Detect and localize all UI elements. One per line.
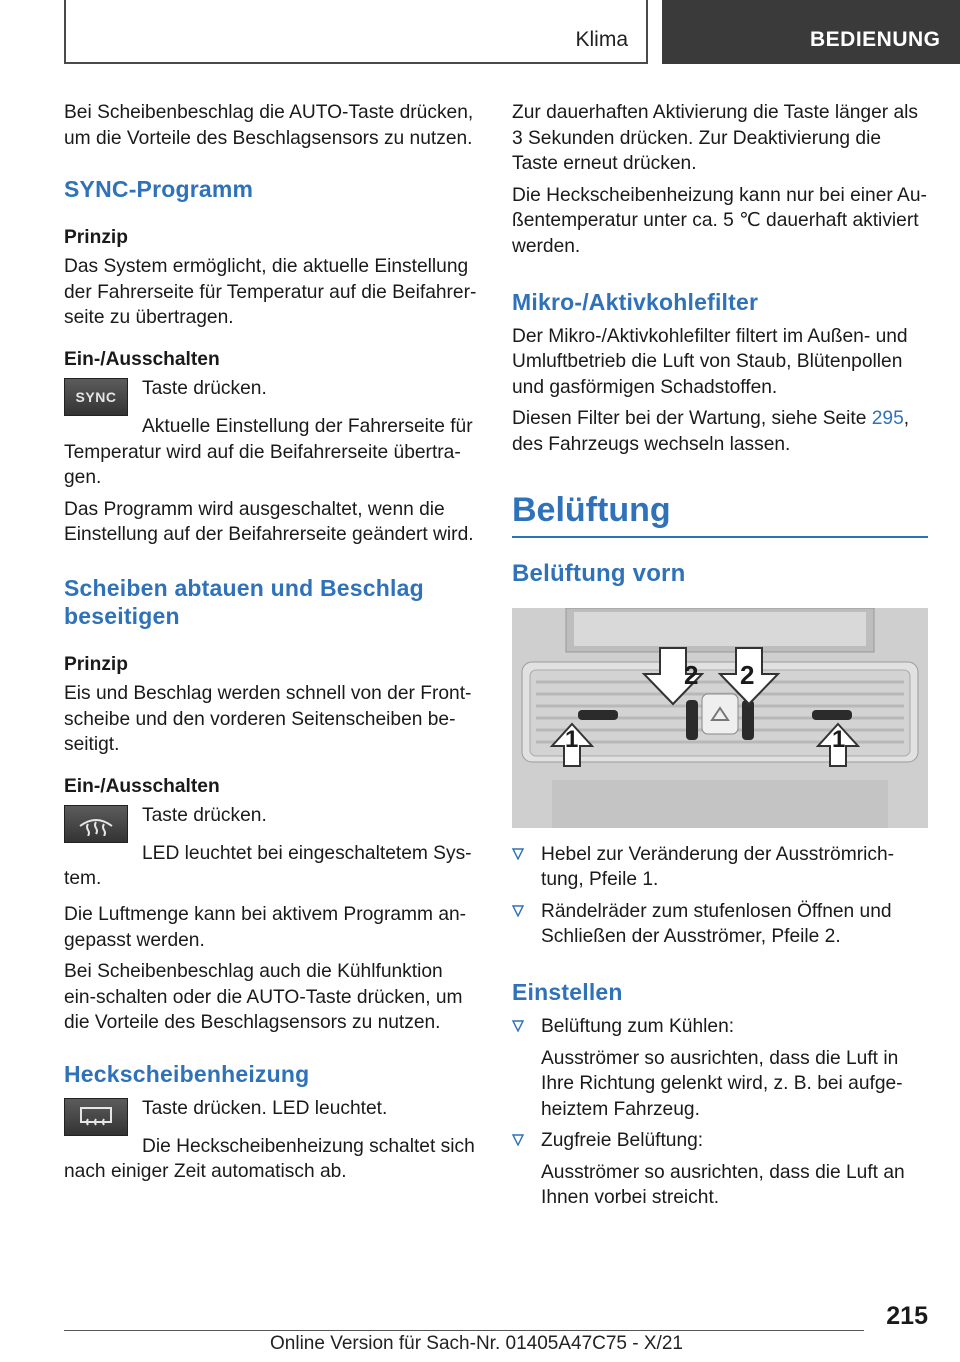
header-chapter-tab: BEDIENUNG [662, 0, 960, 64]
left-column [64, 100, 478, 1191]
vent-arrow-1-right-label: 1 [832, 725, 846, 753]
ventilation-heading: Belüftung [512, 490, 928, 538]
sync-effect-text: Aktuelle Einstellung der Fahrerseite für Temperatur wird auf die Beifahrerseite übertra-gen. [64, 415, 473, 489]
list-item: Zugfreie Belüftung: Ausströmer so ausrichten, dass die Luft an Ihnen vorbei streicht. [512, 1128, 928, 1211]
triangle-bullet-icon [512, 1134, 524, 1146]
adjust-list [512, 1014, 928, 1211]
header-section-title: Klima [575, 28, 628, 51]
sync-onoff-heading: Ein-/Ausschalten [64, 348, 220, 370]
filter-heading: Mikro-/Aktivkohlefilter [512, 288, 759, 315]
autokey-paragraph: Bei Scheibenbeschlag die AUTO-Taste drücken, um die Vorteile des Beschlagsensors zu nutzen. [64, 102, 474, 149]
defrost-button-row [64, 803, 478, 843]
vent-illustration [512, 608, 928, 828]
rear-heater-auto-off-text: Die Heckscheibenheizung schaltet sich nach einiger Zeit automatisch ab. [64, 1135, 475, 1183]
vent-legend-list [512, 842, 928, 950]
footer-text: Online Version für Sach-Nr. 01405A47C75 - X/21 [270, 1333, 683, 1354]
triangle-bullet-icon [512, 848, 524, 860]
list-item: Rändelräder zum stufenlosen Öffnen und Schließen der Ausströmer, Pfeile 2. [512, 899, 928, 950]
triangle-bullet-icon [512, 905, 524, 917]
page-number: 215 [886, 1302, 928, 1330]
page-link[interactable]: 295 [871, 408, 904, 430]
filter-service-text: Diesen Filter bei der Wartung, siehe Seite 295, des Fahrzeugs wechseln lassen. [512, 408, 910, 455]
defrost-principle-text: Eis und Beschlag werden schnell von der Front-scheibe und den vorderen Seitenscheiben be-seitigt. [64, 682, 472, 756]
defrost-led-text: LED leuchtet bei eingeschaltetem Sys-tem. [64, 842, 472, 890]
filter-text: Der Mikro-/Aktivkohlefilter filtert im Außen- und Umluftbetrieb die Luft von Staub, Blütenpollen und gasförmigen Schadstoffen. [512, 325, 908, 398]
sync-heading: SYNC-Programm [64, 176, 254, 203]
rear-heater-button-row [64, 1096, 478, 1136]
list-item: Hebel zur Veränderung der Ausströmrich-tung, Pfeile 1. [512, 842, 928, 893]
sync-off-text: Das Programm wird ausgeschaltet, wenn die Einstellung auf der Beifahrerseite geändert wird. [64, 498, 474, 546]
sync-principle-heading: Prinzip [64, 227, 128, 249]
sync-principle-text: Das System ermöglicht, die aktuelle Einstellung der Fahrerseite für Temperatur auf die Beifahrer-seite zu übertragen. [64, 256, 477, 329]
rear-defrost-icon [64, 1098, 128, 1136]
defrost-onoff-heading: Ein-/Ausschalten [64, 775, 220, 797]
adjust-heading: Einstellen [512, 978, 623, 1005]
ventilation-front-heading: Belüftung vorn [512, 559, 686, 587]
sync-press-text: Taste drücken. [142, 377, 267, 399]
rear-heater-long-press-text: Zur dauerhaften Aktivierung die Taste länger als 3 Sekunden drücken. Zur Deaktivierung die Taste erneut drücken. [512, 102, 919, 175]
vent-arrow-2-left-label: 2 [684, 659, 699, 690]
header-section-box [64, 0, 648, 64]
defrost-press-text: Taste drücken. [142, 804, 267, 826]
defrost-principle-heading: Prinzip [64, 653, 128, 675]
sync-button-row [64, 376, 478, 416]
defrost-cool-text: Bei Scheibenbeschlag auch die Kühlfunktion ein-schalten oder die AUTO-Taste drücken, um die Vorteile des Beschlagsensors zu nutzen. [64, 961, 463, 1034]
rear-heater-temp-text: Die Heckscheibenheizung kann nur bei einer Au-ßentemperatur unter ca. 5 ℃ dauerhaft aktiviert werden. [512, 184, 927, 257]
rear-heater-press-text: Taste drücken. LED leuchtet. [142, 1097, 388, 1119]
defrost-heading: Scheiben abtauen und Beschlag beseitigen [64, 574, 424, 629]
front-defrost-icon [64, 805, 128, 843]
rear-heater-heading: Heckscheibenheizung [64, 1060, 310, 1087]
list-item: Belüftung zum Kühlen: Ausströmer so ausrichten, dass die Luft in Ihre Richtung gelenkt wird, z. B. bei aufge-heiztem Fahrzeug. [512, 1014, 928, 1122]
defrost-air-text: Die Luftmenge kann bei aktivem Programm an-gepasst werden. [64, 903, 467, 951]
triangle-bullet-icon [512, 1020, 524, 1032]
vent-arrow-2-right-label: 2 [740, 659, 755, 690]
footer-divider [64, 1330, 864, 1331]
right-column [512, 100, 928, 1217]
vent-arrow-1-left-label: 1 [565, 725, 579, 753]
sync-button-icon: SYNC [64, 378, 128, 416]
